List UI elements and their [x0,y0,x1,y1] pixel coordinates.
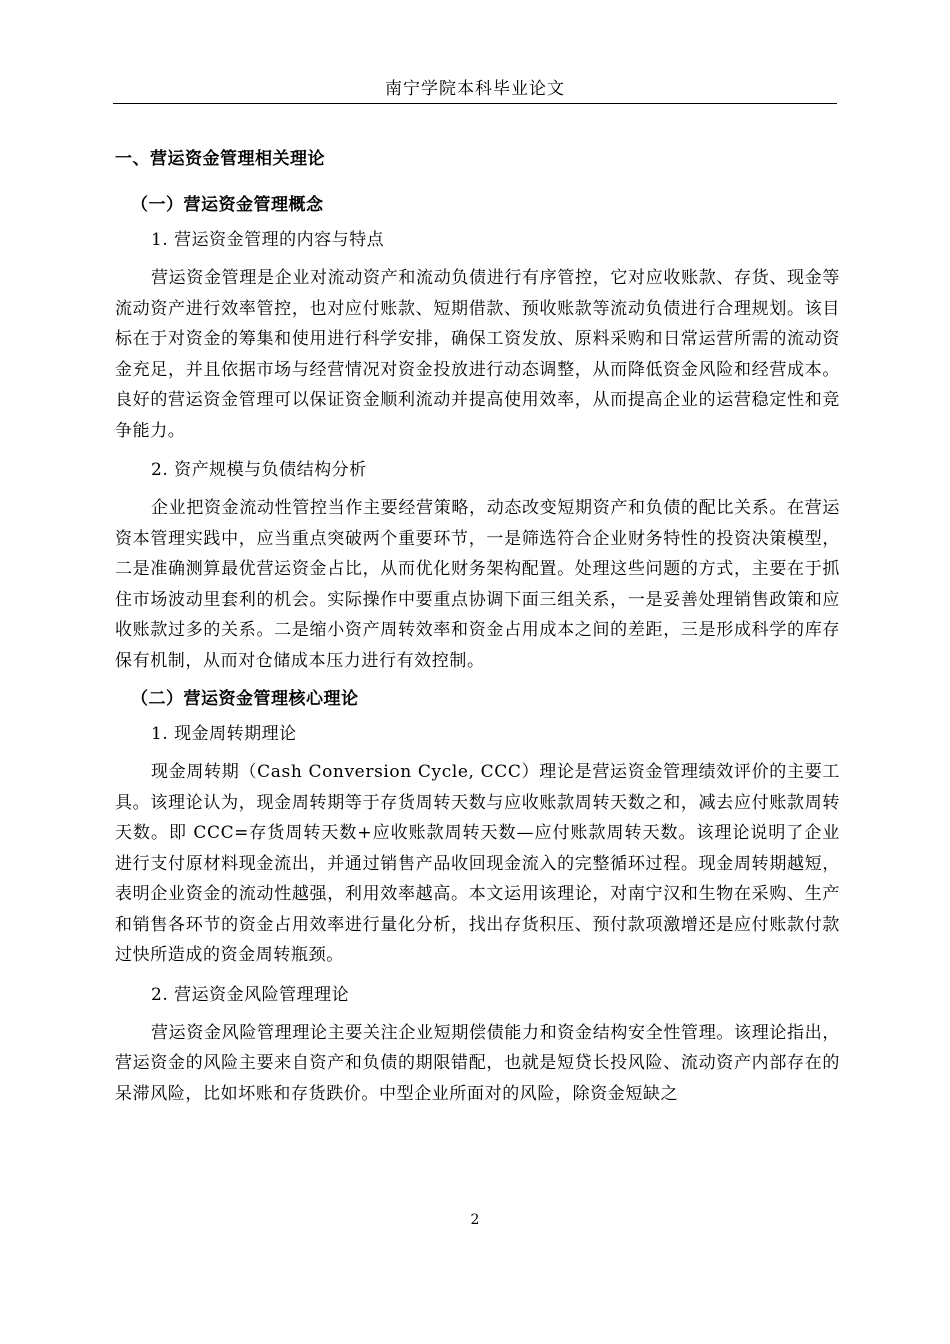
subsection-heading-concept: （一）营运资金管理概念 [131,195,324,215]
item-heading-content-features: 1. 营运资金管理的内容与特点 [151,230,385,250]
running-header: 南宁学院本科毕业论文 [385,79,565,99]
item-heading-cash-cycle: 1. 现金周转期理论 [151,724,297,744]
section-heading-1: 一、营运资金管理相关理论 [115,149,325,169]
subsection-heading-core-theory: （二）营运资金管理核心理论 [131,689,359,709]
page-number: 2 [470,1212,480,1228]
paragraph-risk-management: 营运资金风险管理理论主要关注企业短期偿债能力和资金结构安全性管理。该理论指出，营运资金的风险主要来自资产和负债的期限错配，也就是短贷长投风险、流动资产内部存在的呆滞风险，比如坏账和存货跌价。中型企业所面对的风险，除资金短缺之 [115,1022,840,1104]
paragraph-cash-cycle: 现金周转期（Cash Conversion Cycle, CCC）理论是营运资金管理绩效评价的主要工具。该理论认为，现金周转期等于存货周转天数与应收账款周转天数之和，减去应付账款周转天数。即 CCC=存货周转天数+应收账款周转天数—应付账款周转天数。该理论说明了企业进行支付原材料现金流出，并通过销售产品收回现金流入的完整循环过程。现金周转期越短，表明企业资金的流动性越强，利用效率越高。本文运用该理论，对南宁汉和生物在采购、生产和销售各环节的资金占用效率进行量化分析，找出存货积压、预付款项激增还是应付账款付款过快所造成的资金周转瓶颈。 [115,762,840,965]
paragraph-asset-liability: 企业把资金流动性管控当作主要经营策略，动态改变短期资产和负债的配比关系。在营运资本管理实践中，应当重点突破两个重要环节，一是筛选符合企业财务特性的投资决策模型，二是准确测算最优营运资金占比，从而优化财务架构配置。处理这些问题的方式，主要在于抓住市场波动里套利的机会。实际操作中要重点协调下面三组关系，一是妥善处理销售政策和应收账款过多的关系。二是缩小资产周转效率和资金占用成本之间的差距，三是形成科学的库存保有机制，从而对仓储成本压力进行有效控制。 [115,498,840,671]
paragraph-content-features: 营运资金管理是企业对流动资产和流动负债进行有序管控，它对应收账款、存货、现金等流动资产进行效率管控，也对应付账款、短期借款、预收账款等流动负债进行合理规划。该目标在于对资金的筹集和使用进行科学安排，确保工资发放、原料采购和日常运营所需的流动资金充足，并且依据市场与经营情况对资金投放进行动态调整，从而降低资金风险和经营成本。良好的营运资金管理可以保证资金顺利流动并提高使用效率，从而提高企业的运营稳定性和竞争能力。 [115,268,840,441]
item-heading-asset-liability: 2. 资产规模与负债结构分析 [151,460,367,480]
header-divider [113,103,837,104]
item-heading-risk-management: 2. 营运资金风险管理理论 [151,984,350,1005]
document-body [115,146,840,1120]
